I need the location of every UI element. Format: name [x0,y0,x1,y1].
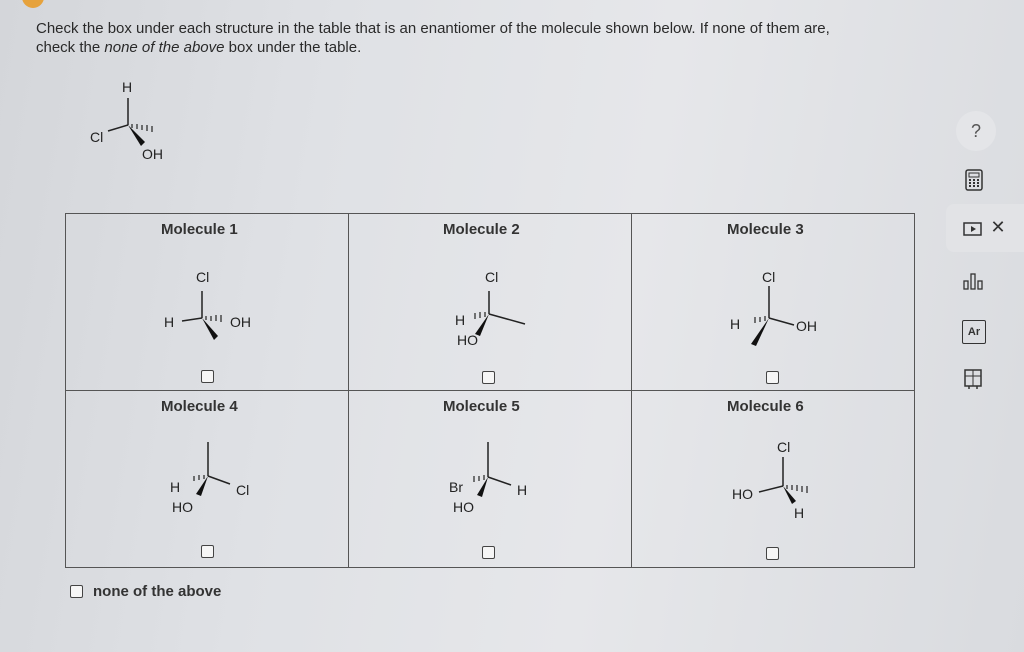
data-icon[interactable] [962,270,986,292]
atom-top: Cl [485,269,499,285]
atom-top: Cl [777,439,791,455]
instructions-part3: box under the table. [228,39,362,56]
atom-right: OH [796,318,817,334]
molecule-2-bonds [349,214,631,390]
reference-bonds [0,0,200,180]
molecule-title: Molecule 5 [443,398,520,415]
atom-left: HO [732,486,753,502]
atom-left: H [164,314,175,330]
atom-left-lower: HO [172,499,193,515]
video-icon[interactable] [962,219,984,239]
help-button[interactable]: ? [956,111,996,151]
molecule-cell-6 [632,391,915,568]
molecule-5-checkbox[interactable] [482,546,495,559]
molecule-5-bonds [349,391,631,567]
molecule-title: Molecule 3 [727,221,804,238]
none-of-the-above-label: none of the above [93,583,222,600]
molecule-table [65,213,915,568]
atom-left-upper: H [455,312,466,328]
atom-left-upper: Br [449,479,463,495]
atom-right: OH [230,314,251,330]
molecule-3-bonds [632,214,914,390]
molecule-2-checkbox[interactable] [482,371,495,384]
molecule-1-bonds [66,214,348,390]
ref-atom-left: Cl [90,129,104,145]
atom-top: Cl [196,269,210,285]
calculator-icon[interactable] [962,168,986,192]
molecule-6-checkbox[interactable] [766,547,779,560]
molecule-6-bonds [632,391,914,567]
molecule-4-bonds [66,391,348,567]
molecule-4-checkbox[interactable] [201,545,214,558]
atom-bottom: H [794,505,805,521]
none-of-the-above-option[interactable] [70,583,221,600]
atom-left-upper: H [170,479,181,495]
ref-atom-bottom: OH [142,146,163,162]
molecule-title: Molecule 4 [161,398,238,415]
atom-top: Cl [762,269,776,285]
molecule-cell-3 [632,214,915,391]
atom-left-lower: HO [453,499,474,515]
atom-right: H [517,482,528,498]
molecule-cell-2 [349,214,632,391]
molecule-cell-4 [66,391,349,568]
instructions-part2: check the [36,39,101,56]
close-icon[interactable]: ✕ [990,216,1006,237]
instructions-line1: Check the box under each structure in the table that is an enantiomer of the molecule shown below. If none of them are, [36,20,830,37]
molecule-title: Molecule 2 [443,221,520,238]
atom-left: H [730,316,741,332]
atom-right: Cl [236,482,250,498]
reference-icon[interactable] [962,368,984,390]
molecule-1-checkbox[interactable] [201,370,214,383]
atom-left-lower: HO [457,332,478,348]
periodic-table-icon[interactable]: Ar [962,320,986,344]
ref-atom-top: H [122,79,133,95]
molecule-cell-5 [349,391,632,568]
molecule-cell-1 [66,214,349,391]
molecule-title: Molecule 1 [161,221,238,238]
instructions-emphasis: none of the above [104,39,225,56]
molecule-title: Molecule 6 [727,398,804,415]
molecule-3-checkbox[interactable] [766,371,779,384]
none-of-the-above-checkbox[interactable] [70,585,83,598]
tools-panel-tab [946,204,1024,252]
